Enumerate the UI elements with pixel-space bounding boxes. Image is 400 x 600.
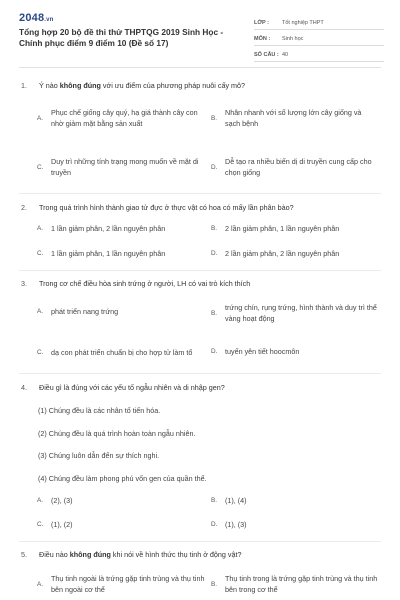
option-b[interactable]: B. 2 lần giảm phân, 1 lần nguyên phân xyxy=(211,224,340,233)
question-stem: 3. Trong cơ chế điều hòa sinh trứng ở người, LH có vai trò kích thích xyxy=(21,279,251,288)
statement-3: (3) Chúng luôn dẫn đến sự thích nghi. xyxy=(38,451,160,460)
question-5 xyxy=(19,550,381,594)
option-c[interactable]: C. (1), (2) xyxy=(37,520,73,529)
question-divider xyxy=(19,541,381,542)
option-b[interactable]: B. Thụ tinh trong là trứng gặp tinh trùng và thụ tinh bên trong cơ thể xyxy=(211,574,378,594)
meta-question-count: SỐ CÂU : 40 xyxy=(254,46,384,62)
statement-1: (1) Chúng đều là các nhân tố tiến hóa. xyxy=(38,406,161,415)
statement-2: (2) Chúng đều là quá trình hoàn toàn ngẫu nhiên. xyxy=(38,429,196,438)
question-4 xyxy=(19,383,381,393)
exam-header xyxy=(0,0,400,66)
option-a[interactable]: A. (2), (3) xyxy=(37,496,73,505)
option-b[interactable]: B. Nhân nhanh với số lượng lớn cây giống và sạch bệnh xyxy=(211,108,362,128)
question-1 xyxy=(19,81,381,177)
option-a[interactable]: A. phát triển nang trứng xyxy=(37,307,119,316)
option-c[interactable]: C. dạ con phát triển chuẩn bị cho hợp tử làm tổ xyxy=(37,347,193,357)
option-d[interactable]: D. Dễ tạo ra nhiều biến dị di truyền cung cấp cho chọn giống xyxy=(211,157,372,177)
question-stem: 5. Điều nào không đúng khi nói về hình thức thụ tinh ở động vật? xyxy=(21,550,242,559)
meta-subject: MÔN : Sinh học xyxy=(254,30,384,46)
option-d[interactable]: D. 2 lần giảm phân, 2 lần nguyên phân xyxy=(211,249,340,258)
header-divider xyxy=(19,67,381,68)
option-d[interactable]: D. tuyến yên tiết hoocmôn xyxy=(211,347,300,356)
question-divider xyxy=(19,270,381,271)
question-2 xyxy=(19,203,381,258)
question-stem: 1. Ý nào không đúng với ưu điểm của phương pháp nuôi cấy mô? xyxy=(21,81,246,90)
option-c[interactable]: C. Duy trì những tính trạng mong muốn về mặt di truyền xyxy=(37,157,199,177)
question-3 xyxy=(19,279,381,357)
meta-class: LỚP : Tốt nghiệp THPT xyxy=(254,14,384,30)
option-b[interactable]: B. (1), (4) xyxy=(211,496,247,505)
question-stem: 2. Trong quá trình hình thành giao tử đực ở thực vật có hoa có mấy lần phân bào? xyxy=(21,203,294,212)
option-a[interactable]: A. Phục chế giống cây quý, hạ giá thành cây con nhờ giảm mặt bằng sản xuất xyxy=(37,108,198,128)
site-logo[interactable]: 2048.vn xyxy=(19,12,54,24)
statement-4: (4) Chúng đều làm phong phú vốn gen của quần thể. xyxy=(38,474,207,483)
question-divider xyxy=(19,193,381,194)
option-a[interactable]: A. 1 lần giảm phân, 2 lần nguyên phân xyxy=(37,224,166,233)
option-b[interactable]: B. trứng chín, rụng trứng, hình thành và duy trì thể vàng hoạt động xyxy=(211,303,377,323)
option-c[interactable]: C. 1 lần giảm phân, 1 lần nguyên phân xyxy=(37,249,166,258)
option-a[interactable]: A. Thụ tinh ngoài là trứng gặp tinh trùng và thụ tinh bên ngoài cơ thể xyxy=(37,574,205,594)
exam-meta xyxy=(254,14,384,62)
question-stem: 4. Điều gì là đúng với các yếu tố ngẫu nhiên và di nhập gen? xyxy=(21,383,225,392)
exam-title: Tổng hợp 20 bộ đề thi thử THPTQG 2019 Sinh Học - Chính phục điểm 9 điểm 10 (Đề số 17) xyxy=(19,27,224,48)
option-d[interactable]: D. (1), (3) xyxy=(211,520,247,529)
question-divider xyxy=(19,373,381,374)
